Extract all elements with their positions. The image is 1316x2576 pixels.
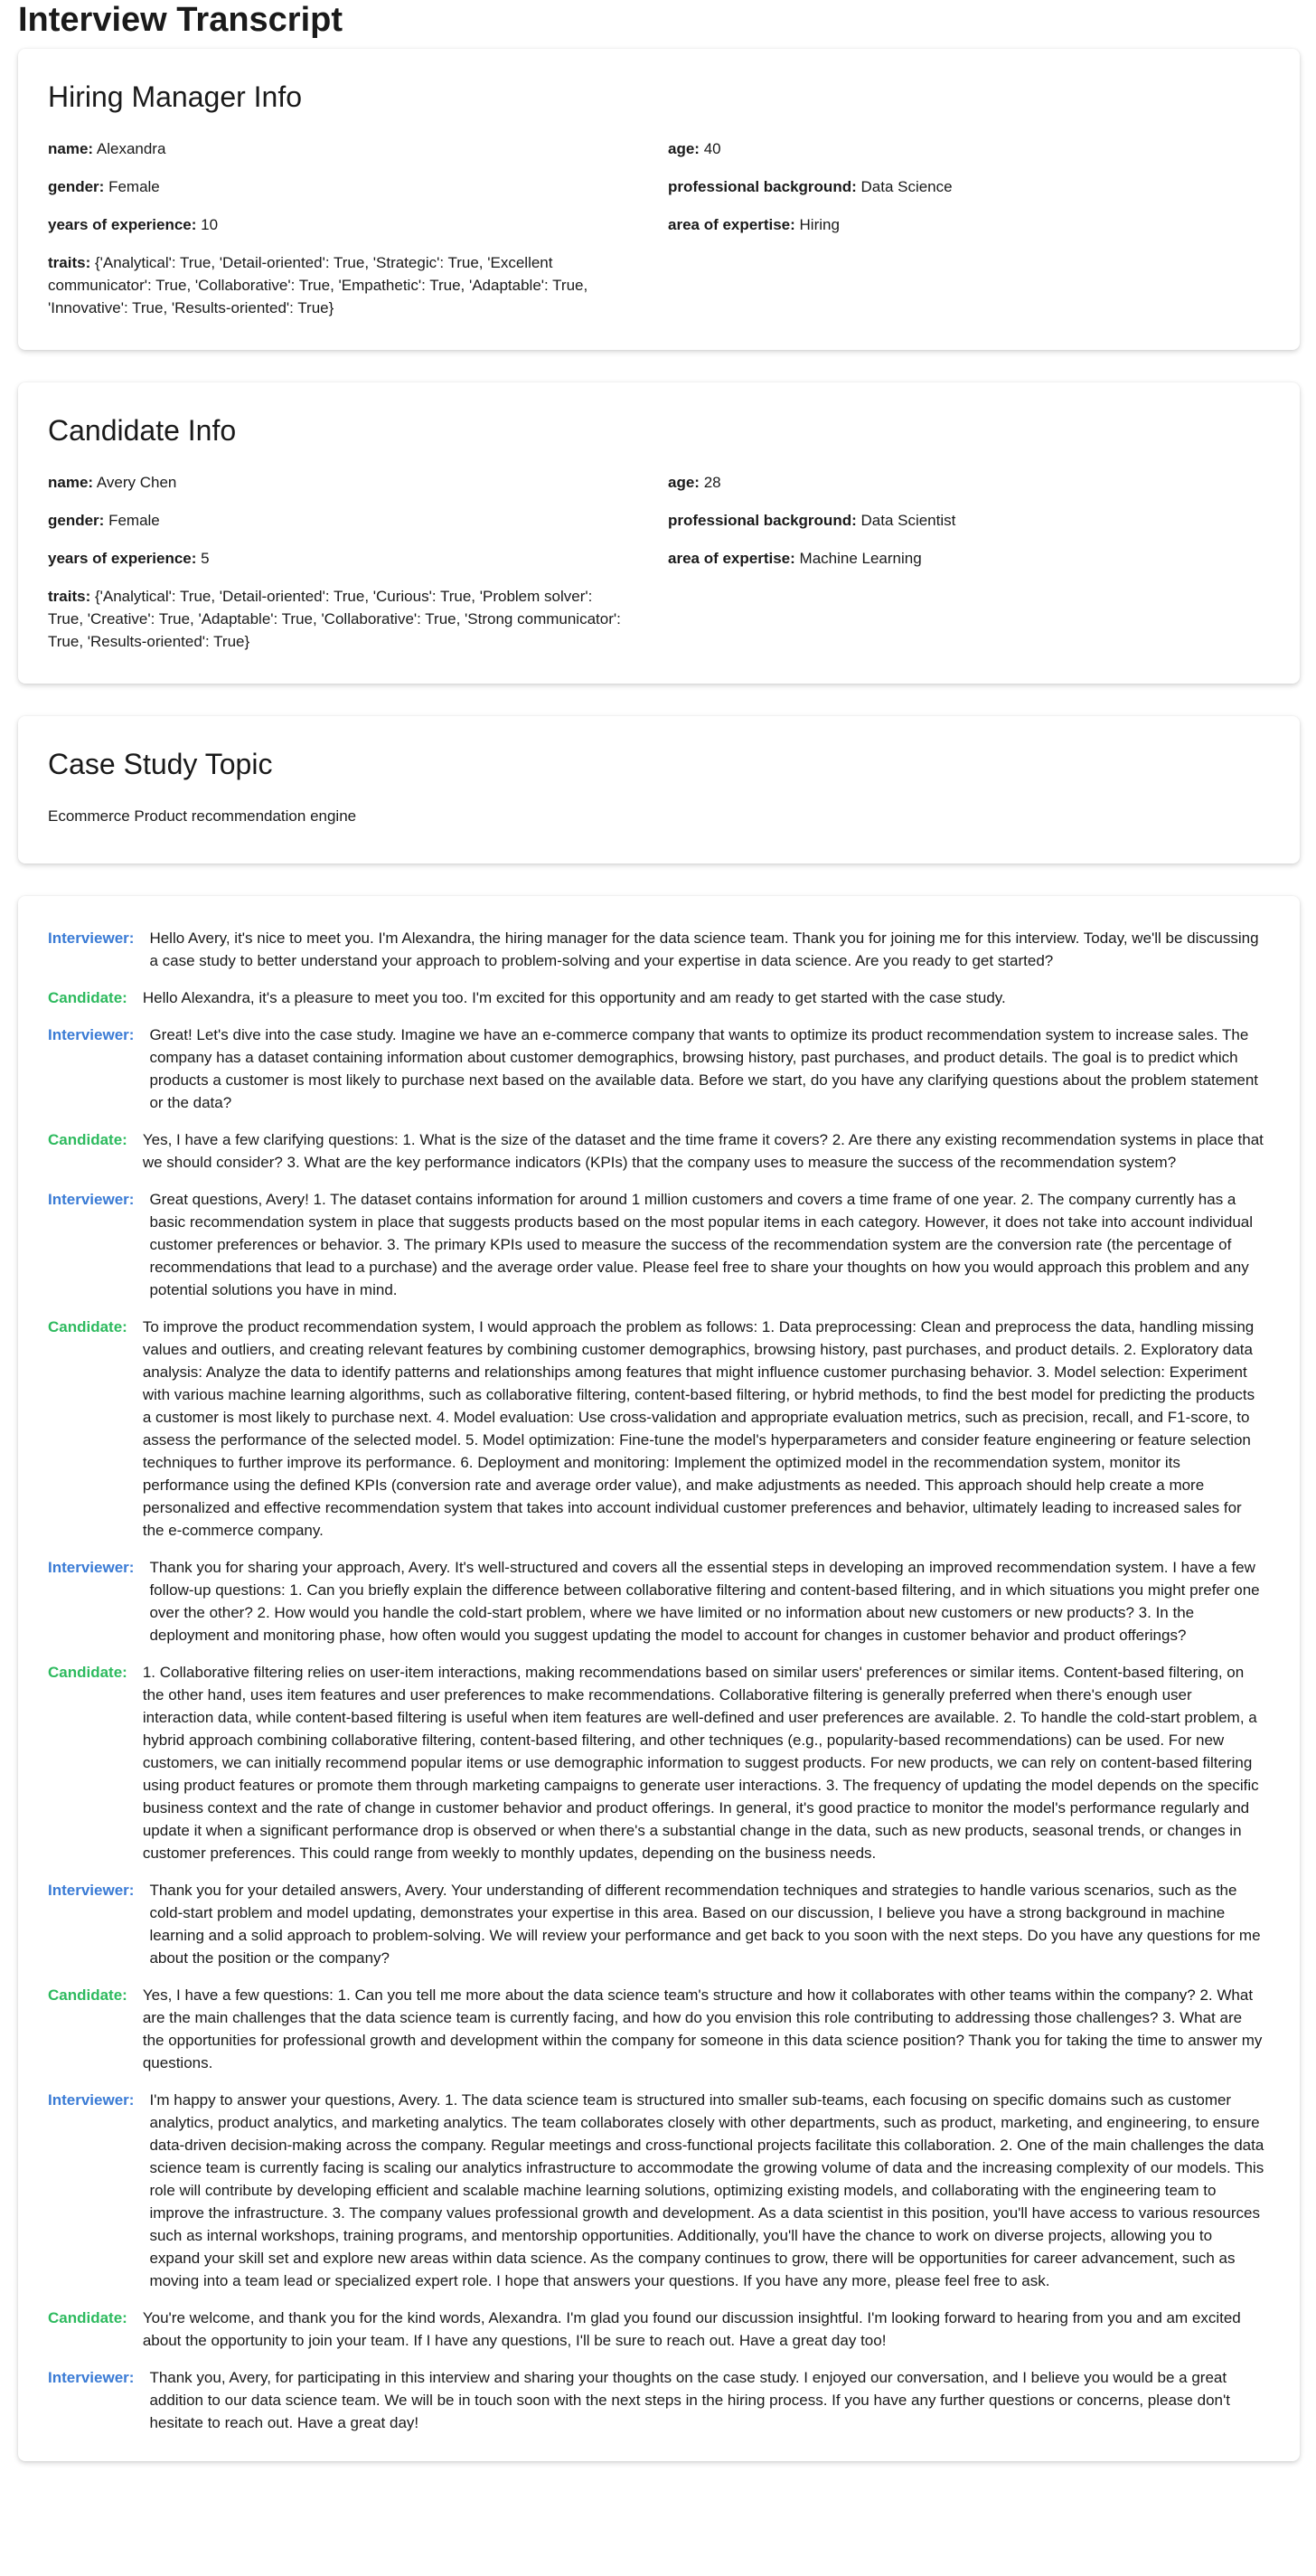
candidate-speaker-label: Candidate: (48, 1986, 127, 2004)
transcript-turn (48, 2307, 1270, 2352)
hm-age-field (668, 137, 1288, 160)
cand-name-field (48, 471, 668, 494)
hm-name-field (48, 137, 668, 160)
hm-name-label: name: (48, 140, 94, 157)
transcript-turn (48, 1984, 1270, 2074)
candidate-message: Hello Alexandra, it's a pleasure to meet you too. I'm excited for this opportunity and am ready to get started with the case study. (142, 989, 1006, 1006)
candidate-message: To improve the product recommendation system, I would approach the problem as follows: 1. Data preprocessing: Clean and preprocess the data, handling missing values and outliers, and creating relevant features by combining customer demographics, browsing history, past purchases, and product details. 2. Exploratory data analysis: Analyze the data to identify patterns and relationships among features that might influence customer purchasing behavior. 3. Model selection: Experiment with various machine learning algorithms, such as collaborative filtering, content-based filtering, or hybrid methods, to find the best model for predicting the products a customer is most likely to purchase next. 4. Model evaluation: Use cross-validation and appropriate evaluation metrics, such as precision, recall, and F1-score, to assess the performance of the selected model. 5. Model optimization: Fine-tune the model's hyperparameters and consider feature engineering or feature selection techniques to further improve its performance. 6. Deployment and monitoring: Implement the optimized model in the recommendation system, monitor its performance using the defined KPIs (conversion rate and average order value), and make adjustments as needed. This approach should help create a more personalized and effective recommendation system that takes into account individual customer preferences and behavior, ultimately leading to increased sales for the e-commerce company. (142, 1318, 1255, 1539)
interviewer-speaker-label: Interviewer: (48, 1882, 135, 1899)
hm-background-label: professional background: (668, 178, 857, 195)
transcript-turn (48, 986, 1270, 1009)
interviewer-message: Thank you, Avery, for participating in this interview and sharing your thoughts on the case study. I enjoyed our conversation, and I believe you would be a great addition to our data science team. We will be in touch soon with the next steps in the hiring process. If you have any further questions or concerns, please don't hesitate to reach out. Have a great day! (149, 2369, 1230, 2431)
transcript-turn (48, 1128, 1270, 1174)
hm-background-value: Data Science (860, 178, 953, 195)
transcript-turn (48, 1879, 1270, 1969)
interviewer-speaker-label: Interviewer: (48, 1191, 135, 1208)
cand-traits-value: {'Analytical': True, 'Detail-oriented': True, 'Curious': True, 'Problem solver': True, 'Creative': True, 'Adaptable': True, 'Collaborative': True, 'Strong communicator': True, 'Results-oriented': True} (48, 588, 621, 650)
case-study-heading: Case Study Topic (48, 748, 273, 780)
transcript-turn (48, 1316, 1270, 1542)
transcript-turn (48, 1556, 1270, 1647)
hm-expertise-value: Hiring (799, 216, 840, 233)
cand-expertise-field (668, 547, 1288, 570)
cand-expertise-value: Machine Learning (799, 550, 922, 567)
candidate-speaker-label: Candidate: (48, 1131, 127, 1148)
interviewer-message: Great! Let's dive into the case study. Imagine we have an e-commerce company that wants to optimize its product recommendation system to increase sales. The company has a dataset containing information about customer demographics, browsing history, past purchases, and product details. The goal is to predict which products a customer is most likely to purchase next based on the available data. Before we start, do you have any clarifying questions about the problem statement or the data? (149, 1026, 1259, 1111)
cand-experience-field (48, 547, 668, 570)
transcript-turn (48, 1188, 1270, 1301)
transcript-turn (48, 927, 1270, 972)
cand-experience-label: years of experience: (48, 550, 197, 567)
hiring-manager-heading: Hiring Manager Info (48, 80, 303, 113)
hm-expertise-field (668, 213, 1288, 236)
hiring-manager-card (18, 49, 1300, 350)
candidate-speaker-label: Candidate: (48, 1318, 127, 1335)
interviewer-speaker-label: Interviewer: (48, 1559, 135, 1576)
cand-background-label: professional background: (668, 512, 857, 529)
interviewer-speaker-label: Interviewer: (48, 2091, 135, 2109)
cand-gender-label: gender: (48, 512, 105, 529)
hiring-manager-info-grid (48, 137, 1270, 319)
interviewer-message: Thank you for your detailed answers, Avery. Your understanding of different recommendation techniques and strategies to handle various scenarios, such as the cold-start problem and model updating, demonstrates your expertise in this area. Based on our discussion, I believe you have a strong background in machine learning and a solid approach to problem-solving. We will review your performance and get back to you soon with the next steps. Do you have any questions for me about the position or the company? (149, 1882, 1261, 1967)
case-study-card (18, 716, 1300, 863)
candidate-speaker-label: Candidate: (48, 1664, 127, 1681)
transcript-turn (48, 1024, 1270, 1114)
hm-gender-value: Female (108, 178, 160, 195)
candidate-speaker-label: Candidate: (48, 2309, 127, 2326)
case-study-topic: Ecommerce Product recommendation engine (48, 807, 357, 825)
candidate-heading: Candidate Info (48, 414, 237, 447)
hm-experience-label: years of experience: (48, 216, 197, 233)
page-title: Interview Transcript (18, 1, 343, 39)
cand-gender-field (48, 509, 668, 532)
transcript-turn (48, 2089, 1270, 2292)
cand-name-label: name: (48, 474, 94, 491)
hm-gender-field (48, 175, 668, 198)
cand-age-value: 28 (703, 474, 721, 491)
cand-age-label: age: (668, 474, 700, 491)
hm-age-value: 40 (703, 140, 721, 157)
candidate-message: You're welcome, and thank you for the kind words, Alexandra. I'm glad you found our discussion insightful. I'm looking forward to hearing from you and am excited about the opportunity to join your team. If I have any questions, I'll be sure to reach out. Have a great day too! (142, 2309, 1241, 2349)
candidate-message: Yes, I have a few questions: 1. Can you tell me more about the data science team's structure and how it collaborates with other teams within the company? 2. What are the main challenges that the data science team is currently facing, and how do you envision this role contributing to addressing those challenges? 3. What are the opportunities for professional growth and development within the company for someone in this data science position? Thank you for taking the time to answer my questions. (142, 1986, 1263, 2071)
candidate-message: 1. Collaborative filtering relies on user-item interactions, making recommendations based on similar users' preferences or similar items. Content-based filtering, on the other hand, uses item features and user preferences to make recommendations. Collaborative filtering is generally preferred when there's enough user interaction data, while content-based filtering is useful when item features are well-defined and user preferences are available. 2. To handle the cold-start problem, a hybrid approach combining collaborative filtering, content-based filtering, and other techniques (e.g., popularity-based recommendations) can be used. For new customers, we can initially recommend popular items or use demographic information to suggest products. For new products, we can rely on content-based filtering using product features or promote them through marketing campaigns to generate user interactions. 3. The frequency of updating the model depends on the specific business context and the rate of change in customer behavior and product offerings. In general, it's good practice to monitor the model's performance regularly and update it when a significant performance drop is observed or when there's a substantial change in the data, such as new products, seasonal trends, or changes in customer preferences. This could range from weekly to monthly updates, depending on the business needs. (142, 1664, 1259, 1862)
cand-experience-value: 5 (201, 550, 210, 567)
hm-background-field (668, 175, 1288, 198)
cand-background-value: Data Scientist (860, 512, 956, 529)
interviewer-message: Hello Avery, it's nice to meet you. I'm Alexandra, the hiring manager for the data science team. Thank you for joining me for this interview. Today, we'll be discussing a case study to better understand your approach to problem-solving and your expertise in data science. Are you ready to get started? (149, 929, 1259, 969)
cand-expertise-label: area of expertise: (668, 550, 795, 567)
candidate-card (18, 382, 1300, 684)
cand-gender-value: Female (108, 512, 160, 529)
cand-traits-field (48, 585, 626, 653)
cand-name-value: Avery Chen (96, 474, 177, 491)
candidate-speaker-label: Candidate: (48, 989, 127, 1006)
hm-expertise-label: area of expertise: (668, 216, 795, 233)
hm-traits-field (48, 251, 626, 319)
interviewer-message: Great questions, Avery! 1. The dataset contains information for around 1 million customers and covers a time frame of one year. 2. The company currently has a basic recommendation system in place that suggests products based on the most popular items in each category. However, it does not take into account individual customer preferences or behavior. 3. The primary KPIs used to measure the success of the recommendation system are the conversion rate (the percentage of recommendations that lead to a purchase) and the average order value. Please feel free to share your thoughts on how you would approach this problem and any potential solutions you have in mind. (149, 1191, 1254, 1298)
cand-traits-label: traits: (48, 588, 91, 605)
candidate-info-grid (48, 471, 1270, 653)
hm-experience-field (48, 213, 668, 236)
cand-age-field (668, 471, 1288, 494)
cand-background-field (668, 509, 1288, 532)
hm-gender-label: gender: (48, 178, 105, 195)
interviewer-speaker-label: Interviewer: (48, 2369, 135, 2386)
interviewer-speaker-label: Interviewer: (48, 1026, 135, 1043)
hm-traits-label: traits: (48, 254, 91, 271)
interviewer-speaker-label: Interviewer: (48, 929, 135, 947)
transcript-turn (48, 2366, 1270, 2434)
candidate-message: Yes, I have a few clarifying questions: 1. What is the size of the dataset and the time frame it covers? 2. Are there any existing recommendation systems in place that we should consider? 3. What are the key performance indicators (KPIs) that the company uses to measure the success of the recommendation system? (142, 1131, 1264, 1171)
transcript-turn (48, 1661, 1270, 1864)
interviewer-message: I'm happy to answer your questions, Avery. 1. The data science team is structured into smaller sub-teams, each focusing on specific domains such as customer analytics, product analytics, and marketing analytics. The team collaborates closely with other departments, such as product, marketing, and engineering, to ensure data-driven decision-making across the company. Regular meetings and cross-functional projects facilitate this collaboration. 2. One of the main challenges the data science team is currently facing is scaling our analytics infrastructure to accommodate the growing volume of data and the increasing complexity of our models. This role will contribute by developing efficient and scalable machine learning solutions, optimizing existing models, and collaborating with the engineering team to improve the infrastructure. 3. The company values professional growth and development. As a data scientist in this position, you'll have access to various resources such as internal workshops, training programs, and mentorship opportunities. Additionally, you'll have the chance to work on diverse projects, allowing you to expand your skill set and explore new areas within data science. As the company continues to grow, there will be opportunities for career advancement, such as moving into a team lead or specialized expert role. I hope that answers your questions. If you have any more, please feel free to ask. (149, 2091, 1264, 2289)
hm-experience-value: 10 (201, 216, 219, 233)
transcript-card (18, 896, 1300, 2461)
interviewer-message: Thank you for sharing your approach, Avery. It's well-structured and covers all the essential steps in developing an improved recommendation system. I have a few follow-up questions: 1. Can you briefly explain the difference between collaborative filtering and content-based filtering, and in which situations you might prefer one over the other? 2. How would you handle the cold-start problem, where we have limited or no information about new customers or new products? 3. In the deployment and monitoring phase, how often would you suggest updating the model to account for changes in customer behavior and product offerings? (149, 1559, 1260, 1644)
hm-traits-value: {'Analytical': True, 'Detail-oriented': True, 'Strategic': True, 'Excellent communicator': True, 'Collaborative': True, 'Empathetic': True, 'Adaptable': True, 'Innovative': True, 'Results-oriented': True} (48, 254, 588, 316)
hm-age-label: age: (668, 140, 700, 157)
hm-name-value: Alexandra (96, 140, 166, 157)
